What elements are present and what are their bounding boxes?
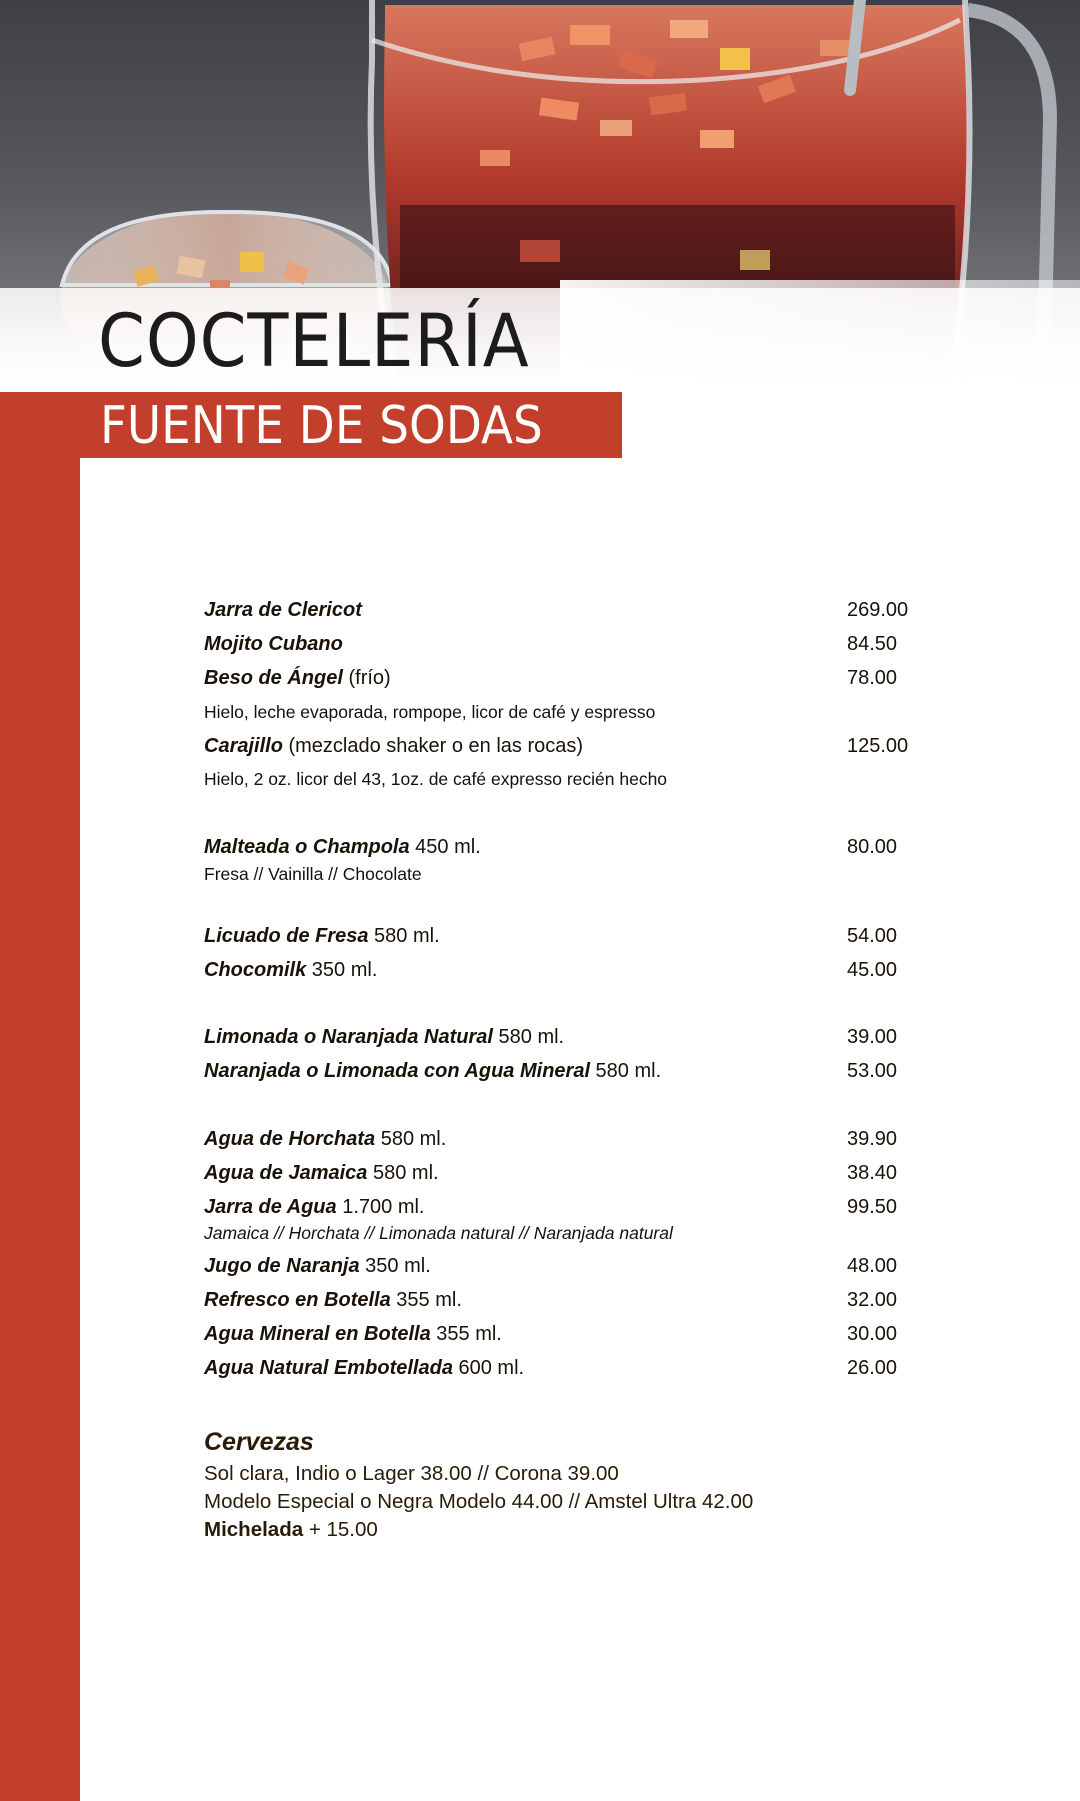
- item-name: Agua Mineral en Botella: [204, 1323, 431, 1345]
- michelada-price: + 15.00: [303, 1518, 378, 1541]
- item-price: 48.00: [847, 1255, 898, 1277]
- item-price: 45.00: [847, 959, 898, 981]
- menu-item: [204, 598, 924, 622]
- beers-heading: Cervezas: [204, 1428, 314, 1456]
- beer-line: [204, 1517, 378, 1543]
- item-detail: (mezclado shaker o en las rocas): [282, 735, 584, 757]
- item-detail: 350 ml.: [306, 959, 378, 981]
- item-price: 84.50: [847, 633, 898, 655]
- item-description: Hielo, leche evaporada, rompope, licor de café y espresso: [204, 702, 656, 722]
- item-detail: (frío): [342, 667, 391, 689]
- item-name: Licuado de Fresa: [204, 925, 369, 947]
- item-price: 78.00: [847, 667, 898, 689]
- item-name: Beso de Ángel: [204, 667, 343, 689]
- item-price: 39.90: [847, 1128, 898, 1150]
- michelada-label: Michelada: [204, 1518, 304, 1541]
- menu-item: [204, 734, 924, 758]
- item-detail: 350 ml.: [359, 1255, 431, 1277]
- menu-item: [204, 1195, 924, 1219]
- page-title: COCTELERÍA: [98, 299, 530, 384]
- item-detail: 580 ml.: [367, 1162, 439, 1184]
- item-detail: 1.700 ml.: [336, 1196, 425, 1218]
- item-description: Fresa // Vainilla // Chocolate: [204, 864, 422, 884]
- item-price: 39.00: [847, 1026, 898, 1048]
- item-description: Jamaica // Horchata // Limonada natural // Naranjada natural: [204, 1223, 673, 1243]
- item-name: Agua de Horchata: [204, 1128, 376, 1150]
- item-price: 30.00: [847, 1323, 898, 1345]
- left-accent-bar: [0, 392, 80, 1801]
- item-price: 38.40: [847, 1162, 898, 1184]
- page-subtitle: FUENTE DE SODAS: [100, 396, 543, 456]
- item-detail: 580 ml.: [492, 1026, 565, 1048]
- item-price: 53.00: [847, 1060, 898, 1082]
- item-description: Hielo, 2 oz. licor del 43, 1oz. de café expresso recién hecho: [204, 769, 668, 789]
- item-name: Agua Natural Embotellada: [204, 1357, 453, 1379]
- menu-item: [204, 1025, 924, 1049]
- item-price: 99.50: [847, 1196, 898, 1218]
- item-name: Agua de Jamaica: [204, 1162, 368, 1184]
- item-price: 26.00: [847, 1357, 898, 1379]
- item-name: Jarra de Agua: [204, 1196, 337, 1218]
- item-name: Carajillo: [204, 735, 283, 757]
- item-price: 32.00: [847, 1289, 898, 1311]
- beer-line: Modelo Especial o Negra Modelo 44.00 // Amstel Ultra 42.00: [204, 1490, 754, 1513]
- item-name: Jarra de Clericot: [204, 599, 362, 621]
- item-name: Limonada o Naranjada Natural: [204, 1026, 493, 1048]
- menu-item: [204, 1059, 924, 1083]
- item-price: 269.00: [847, 599, 909, 621]
- menu-item: [204, 1254, 924, 1278]
- menu-item: [204, 666, 924, 690]
- item-name: Naranjada o Limonada con Agua Mineral: [204, 1060, 590, 1082]
- item-name: Refresco en Botella: [204, 1289, 391, 1311]
- item-price: 80.00: [847, 836, 898, 858]
- menu-item: [204, 958, 924, 982]
- menu-item: [204, 1127, 924, 1151]
- item-detail: 355 ml.: [390, 1289, 462, 1311]
- item-detail: 600 ml.: [452, 1357, 525, 1379]
- item-price: 54.00: [847, 925, 898, 947]
- menu-item: [204, 924, 924, 948]
- item-detail: 355 ml.: [430, 1323, 502, 1345]
- item-detail: 580 ml.: [375, 1128, 447, 1150]
- menu-item: [204, 1356, 924, 1380]
- menu-item: [204, 1322, 924, 1346]
- item-name: Malteada o Champola: [204, 836, 410, 858]
- menu-item: [204, 1288, 924, 1312]
- menu-item: [204, 835, 924, 859]
- item-detail: 450 ml.: [409, 836, 481, 858]
- item-price: 125.00: [847, 735, 909, 757]
- item-detail: 580 ml.: [368, 925, 440, 947]
- beer-line: Sol clara, Indio o Lager 38.00 // Corona 39.00: [204, 1462, 619, 1485]
- item-name: Mojito Cubano: [204, 633, 343, 655]
- item-name: Chocomilk: [204, 959, 307, 981]
- item-detail: 580 ml.: [590, 1060, 662, 1082]
- item-name: Jugo de Naranja: [204, 1255, 360, 1277]
- menu-item: [204, 632, 924, 656]
- menu-item: [204, 1161, 924, 1185]
